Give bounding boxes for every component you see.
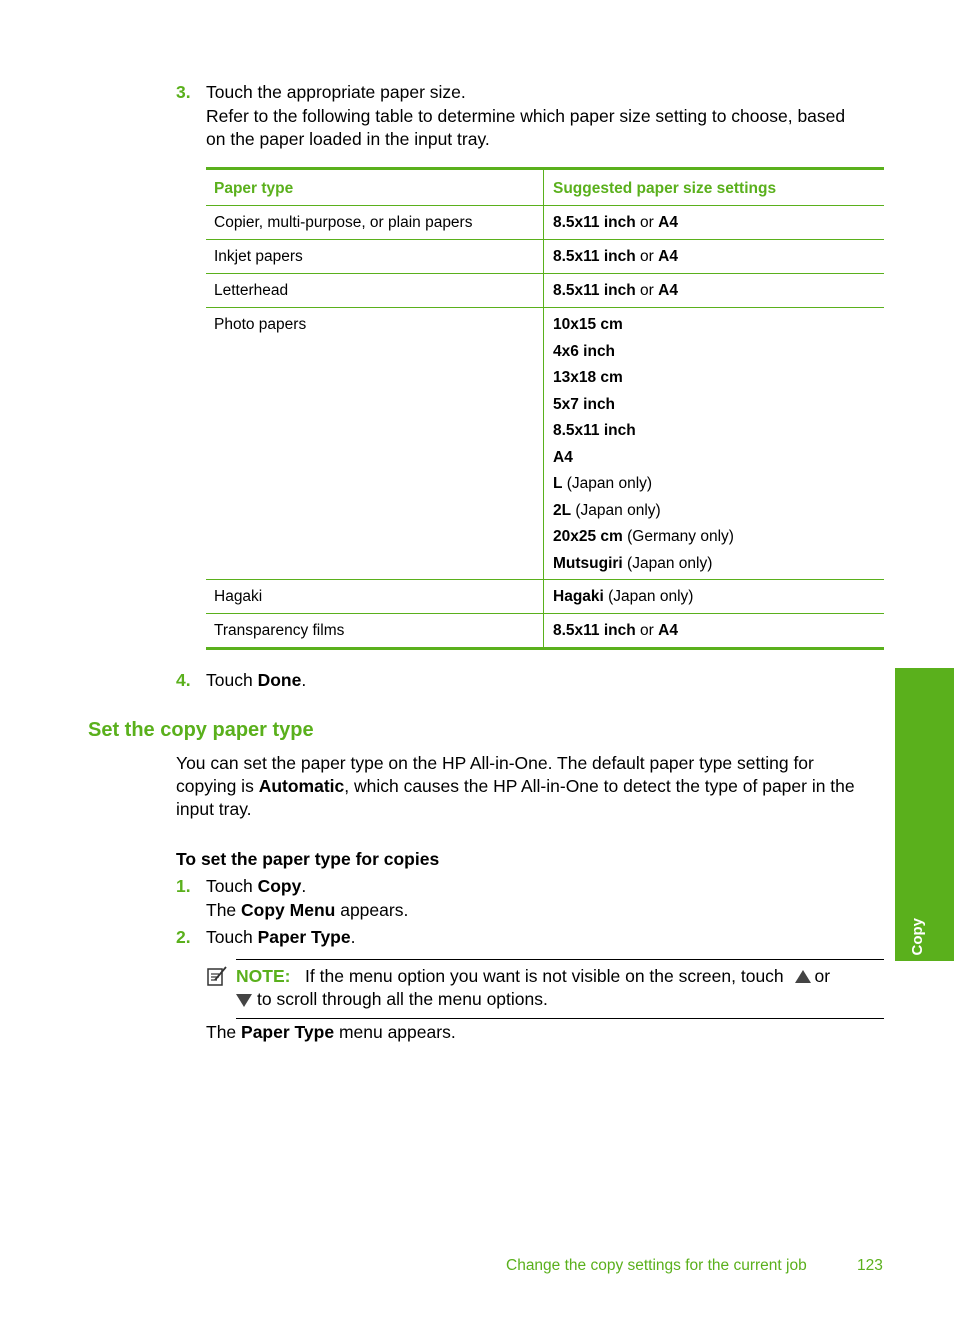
column-header: Paper type bbox=[206, 170, 544, 205]
step-text: Touch Copy. bbox=[206, 876, 307, 896]
step-number: 2. bbox=[176, 927, 191, 947]
table-row bbox=[206, 614, 884, 647]
size-option: 13x18 cm bbox=[553, 369, 623, 386]
final-result: The Paper Type menu appears. bbox=[206, 1022, 456, 1042]
step-text: Touch Done. bbox=[206, 670, 307, 690]
section-heading: Set the copy paper type bbox=[88, 719, 314, 741]
paper-type-cell: Letterhead bbox=[206, 274, 544, 307]
up-arrow-icon bbox=[795, 970, 811, 983]
paper-type-cell: Transparency films bbox=[206, 614, 544, 647]
size-setting-cell: 8.5x11 inch or A4 bbox=[553, 282, 678, 299]
step-3-detail-line: on the paper loaded in the input tray. bbox=[206, 129, 490, 149]
paper-type-cell: Copier, multi-purpose, or plain papers bbox=[206, 206, 544, 239]
intro-line: copying is Automatic, which causes the HP All-in-One to detect the type of paper in the bbox=[176, 776, 855, 796]
paper-size-table bbox=[206, 167, 884, 650]
table-row bbox=[206, 274, 884, 308]
note-box bbox=[236, 959, 884, 1019]
page-number: 123 bbox=[857, 1257, 883, 1274]
table-header-row bbox=[206, 170, 884, 206]
step-3-detail-line: Refer to the following table to determine which paper size setting to choose, based bbox=[206, 106, 846, 126]
table-row bbox=[206, 308, 884, 580]
size-option: 2L (Japan only) bbox=[553, 501, 661, 519]
step-1-result: The Copy Menu appears. bbox=[206, 900, 409, 920]
size-setting-cell: 8.5x11 inch or A4 bbox=[553, 248, 678, 265]
size-option: L (Japan only) bbox=[553, 475, 653, 492]
table-row bbox=[206, 580, 884, 614]
step-number: 3. bbox=[176, 82, 191, 102]
size-option: A4 bbox=[553, 448, 573, 466]
size-setting-cell: 8.5x11 inch or A4 bbox=[553, 622, 678, 639]
step-text: Touch Paper Type. bbox=[206, 927, 356, 947]
table-row bbox=[206, 206, 884, 240]
note-line: NOTE: If the menu option you want is not visible on the screen, touch or bbox=[236, 966, 831, 986]
down-arrow-icon bbox=[236, 994, 252, 1007]
size-option: 4x6 inch bbox=[553, 342, 616, 360]
size-setting-cell: Hagaki (Japan only) bbox=[553, 588, 694, 605]
step-3-detail bbox=[206, 105, 845, 151]
size-option: 10x15 cm bbox=[553, 316, 623, 333]
paper-type-cell: Photo papers bbox=[206, 308, 544, 579]
size-setting-cell: 8.5x11 inch or A4 bbox=[553, 214, 678, 231]
paper-type-cell: Hagaki bbox=[206, 580, 544, 613]
procedure-title: To set the paper type for copies bbox=[176, 849, 440, 869]
note-line: to scroll through all the menu options. bbox=[236, 989, 548, 1010]
column-header: Suggested paper size settings bbox=[553, 180, 777, 197]
size-option: 5x7 inch bbox=[553, 395, 616, 413]
chapter-tab-label: Copy bbox=[909, 917, 926, 955]
paper-type-cell: Inkjet papers bbox=[206, 240, 544, 273]
step-number: 1. bbox=[176, 876, 191, 896]
note-label: NOTE: bbox=[236, 966, 291, 986]
step-number: 4. bbox=[176, 670, 191, 690]
section-intro bbox=[176, 752, 855, 821]
size-setting-cell bbox=[544, 308, 884, 579]
chapter-side-tab bbox=[895, 668, 954, 961]
size-option: 8.5x11 inch bbox=[553, 422, 636, 439]
size-option: Mutsugiri (Japan only) bbox=[553, 554, 713, 572]
footer-title: Change the copy settings for the current job bbox=[506, 1257, 807, 1274]
size-option: 20x25 cm (Germany only) bbox=[553, 528, 734, 545]
note-icon bbox=[206, 965, 228, 987]
step-text: Touch the appropriate paper size. bbox=[206, 82, 466, 102]
table-row bbox=[206, 240, 884, 274]
intro-line: input tray. bbox=[176, 799, 252, 819]
intro-line: You can set the paper type on the HP All-in-One. The default paper type setting for bbox=[176, 753, 814, 773]
